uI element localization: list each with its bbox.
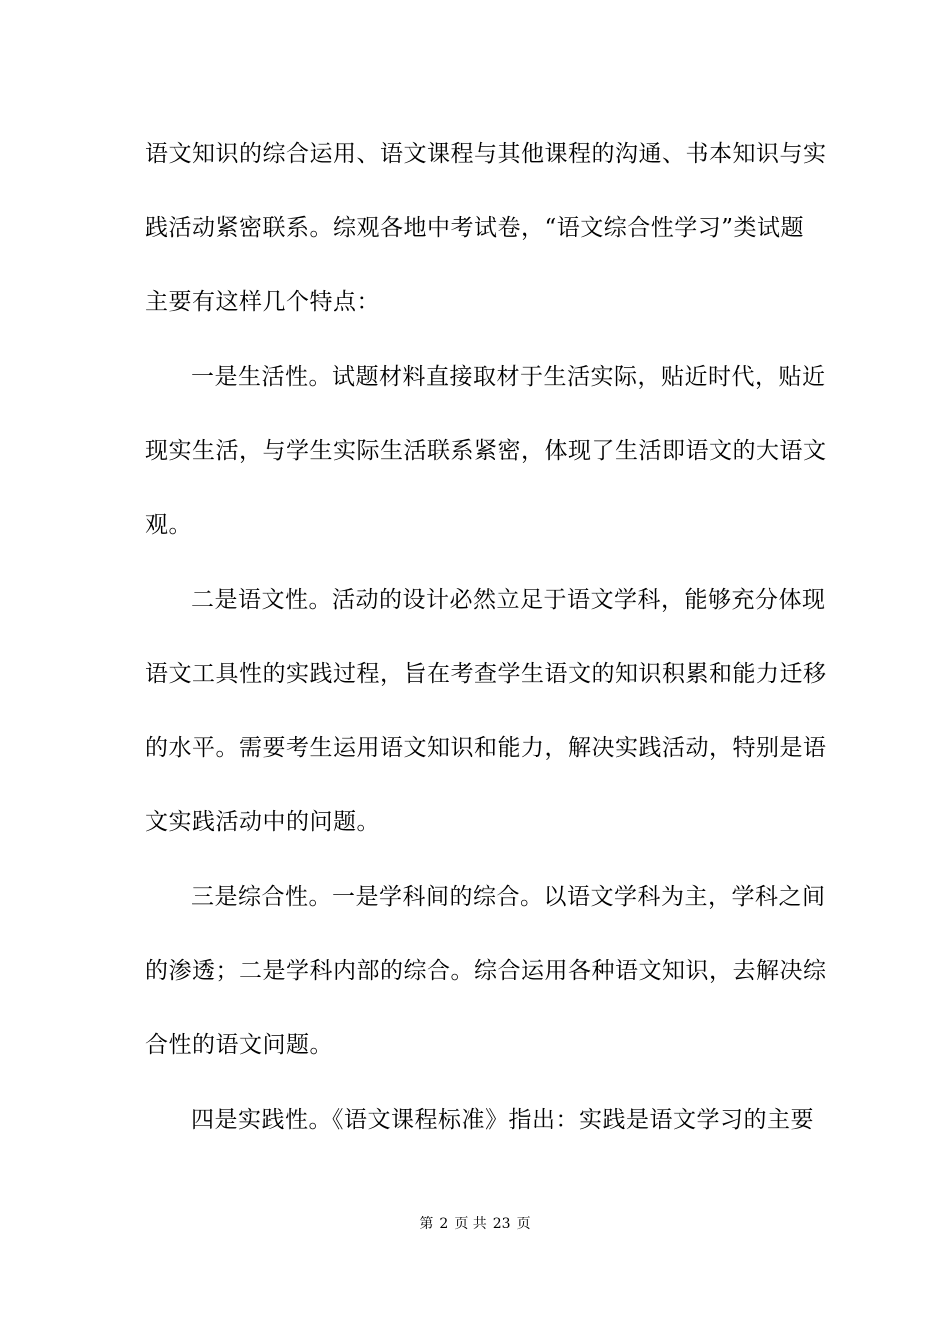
paragraph-line: 合性的语文问题。 [145,1032,333,1058]
paragraph-line: 主要有这样几个特点： [145,289,380,315]
paragraph-line: 现实生活，与学生实际生活联系紧密，体现了生活即语文的大语文 [145,438,827,464]
total-pages-number: 23 [492,1216,511,1232]
current-page-number: 2 [439,1216,449,1232]
paragraph-line: 的渗透；二是学科内部的综合。综合运用各种语文知识，去解决综 [145,958,827,984]
paragraph-line: 一是生活性。试题材料直接取材于生活实际，贴近时代，贴近 [191,364,826,390]
paragraph-line: 二是语文性。活动的设计必然立足于语文学科，能够充分体现 [191,587,826,613]
page-label-prefix: 第 [419,1216,434,1232]
page-label-suffix: 页 [516,1216,531,1232]
paragraph-line: 观。 [145,512,192,538]
paragraph-line: 践活动紧密联系。综观各地中考试卷，“语文综合性学习”类试题 [145,215,805,241]
page-footer [0,1215,950,1233]
paragraph-line: 的水平。需要考生运用语文知识和能力，解决实践活动，特别是语 [145,735,827,761]
paragraph-line: 语文知识的综合运用、语文课程与其他课程的沟通、书本知识与实 [145,141,827,167]
paragraph-line: 三是综合性。一是学科间的综合。以语文学科为主，学科之间 [191,884,826,910]
paragraph-line: 文实践活动中的问题。 [145,809,380,835]
paragraph-line: 四是实践性。《语文课程标准》指出：实践是语文学习的主要 [191,1107,814,1133]
paragraph-line: 语文工具性的实践过程，旨在考查学生语文的知识积累和能力迁移 [145,661,827,687]
page-label-mid: 页 共 [454,1216,487,1232]
